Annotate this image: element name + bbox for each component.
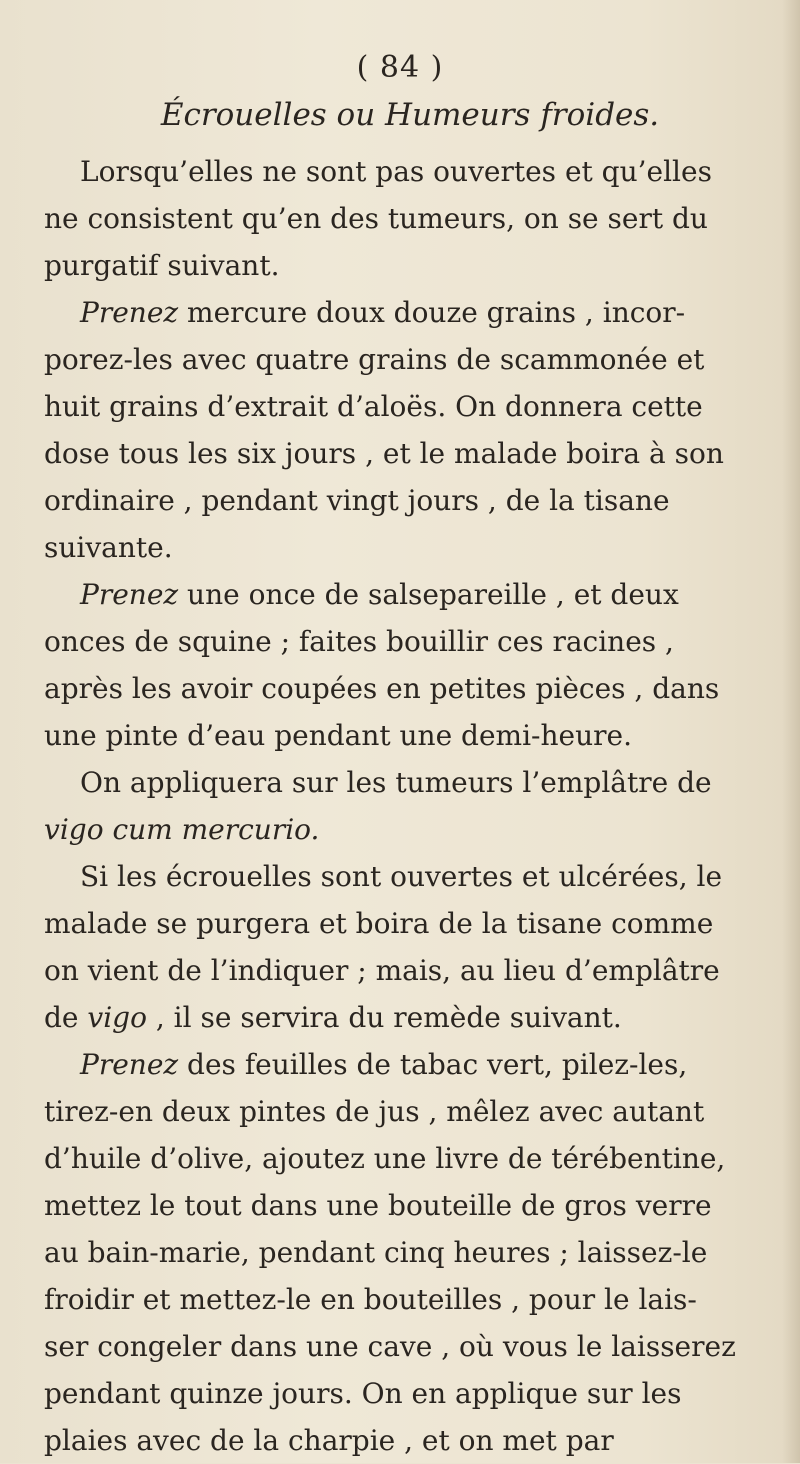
- line: dose tous les six jours , et le malade boira à son: [44, 437, 724, 470]
- line: malade se purgera et boira de la tisane comme: [44, 907, 714, 940]
- page-number: ( 84 ): [356, 50, 444, 85]
- line: d’huile d’olive, ajoutez une livre de térébentine,: [44, 1142, 726, 1175]
- lead-word: Prenez: [80, 296, 179, 329]
- lead-word: Prenez: [80, 1048, 179, 1081]
- line: plaies avec de la charpie , et on met par: [44, 1424, 614, 1457]
- line: on vient de l’indiquer ; mais, au lieu d’emplâtre: [44, 954, 720, 987]
- line: après les avoir coupées en petites pièces , dans: [44, 672, 720, 705]
- line-suffix: , il se servira du remède suivant.: [146, 1001, 622, 1034]
- paragraph-6: [44, 1041, 774, 1464]
- line: tirez-en deux pintes de jus , mêlez avec autant: [44, 1095, 705, 1128]
- line: purgatif suivant.: [44, 249, 280, 282]
- line: une pinte d’eau pendant une demi-heure.: [44, 719, 633, 752]
- line: suivante.: [44, 531, 173, 564]
- line-prefix: de: [44, 1001, 88, 1034]
- line: huit grains d’extrait d’aloës. On donnera cette: [44, 390, 703, 423]
- line: mettez le tout dans une bouteille de gros verre: [44, 1189, 712, 1222]
- line: Lorsqu’elles ne sont pas ouvertes et qu’elles: [80, 155, 712, 188]
- paragraph-5: [44, 853, 774, 1041]
- line: porez-les avec quatre grains de scammonée et: [44, 343, 705, 376]
- line: au bain-marie, pendant cinq heures ; laissez-le: [44, 1236, 708, 1269]
- italic-term: vigo cum mercurio.: [44, 813, 320, 846]
- line: Si les écrouelles sont ouvertes et ulcérées, le: [80, 860, 723, 893]
- line: des feuilles de tabac vert, pilez-les,: [178, 1048, 688, 1081]
- line: onces de squine ; faites bouillir ces racines ,: [44, 625, 674, 658]
- italic-term: vigo: [87, 1001, 147, 1034]
- paragraph-2: [44, 289, 774, 571]
- page-edge-shadow: [782, 0, 800, 1463]
- line: ordinaire , pendant vingt jours , de la tisane: [44, 484, 670, 517]
- paragraph-1: [44, 148, 774, 289]
- line: mercure doux douze grains , incor-: [178, 296, 686, 329]
- line: froidir et mettez-le en bouteilles , pour le lais-: [44, 1283, 697, 1316]
- section-heading: Écrouelles ou Humeurs froides.: [160, 97, 660, 133]
- line: ser congeler dans une cave , où vous le laisserez: [44, 1330, 736, 1363]
- lead-word: Prenez: [80, 578, 179, 611]
- line: ne consistent qu’en des tumeurs, on se sert du: [44, 202, 708, 235]
- paragraph-4: [44, 759, 774, 853]
- line: On appliquera sur les tumeurs l’emplâtre de: [80, 766, 712, 799]
- line: pendant quinze jours. On en applique sur les: [44, 1377, 682, 1410]
- line: une once de salsepareille , et deux: [178, 578, 679, 611]
- paragraph-3: [44, 571, 774, 759]
